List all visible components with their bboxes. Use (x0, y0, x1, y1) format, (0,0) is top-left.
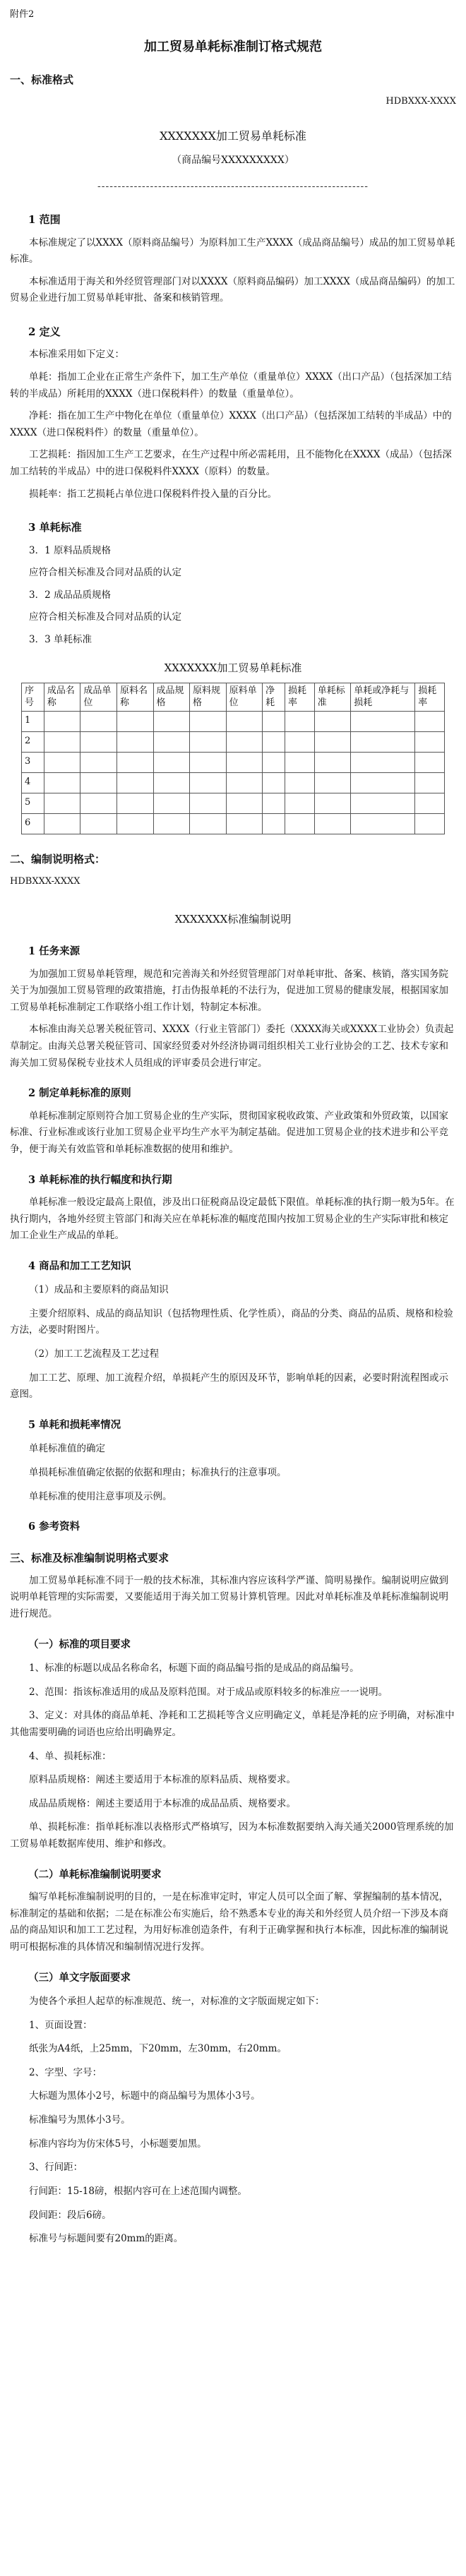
row-number: 2 (22, 731, 44, 752)
table-header-cell: 成品名称 (44, 683, 80, 711)
explanation-paragraph: 本标准由海关总署关税征管司、XXXX（行业主管部门）委托（XXXX海关或XXXX工业协会）负责起草制定。由海关总署关税征管司、国家经贸委对外经济协调司组织相关工业行业协会的工艺、技术专家和海关加工贸易保税专业技术人员组成的评审委员会进行审定。 (10, 1024, 454, 1069)
definitions-heading: 2 定义 (28, 325, 61, 338)
explanation-title: XXXXXXX标准编制说明 (174, 912, 292, 925)
principles-heading: 2 制定单耗标准的原则 (28, 1087, 131, 1100)
table-header-cell: 原料规格 (190, 683, 227, 711)
requirement-item: 原料品质规格：阐述主要适用于本标准的原料品质、规格要求。 (29, 1774, 296, 1786)
table-header-cell: 损耗率 (285, 683, 315, 711)
references-heading: 6 参考资料 (28, 1521, 80, 1533)
subheading: 3．3 单耗标准 (29, 634, 92, 645)
section3-heading: 三、标准及标准编制说明格式要求 (10, 1551, 169, 1564)
attachment-label: 附件2 (10, 9, 35, 20)
table-row (22, 772, 445, 793)
scope-heading: 1 范围 (28, 213, 61, 227)
definition-paragraph: 损耗率：指工艺损耗占单位进口保税料件投入量的百分比。 (29, 488, 277, 500)
requirement-item: 4、单、损耗标准： (29, 1750, 112, 1762)
row-number: 5 (22, 793, 44, 813)
definition-paragraph: 净耗：指在加工生产中物化在单位（重量单位）XXXX（出口产品）（包括深加工结转的半成品）中的XXXX（进口保税料件）的数量（重量单位）。 (10, 410, 452, 438)
definition-paragraph: 工艺损耗：指因加工生产工艺要求，在生产过程中所必需耗用，且不能物化在XXXX（成品）（包括深加工结转的半成品）中的进口保税料件XXXX（原料）的数量。 (10, 449, 452, 477)
item-requirements-heading: （一）标准的项目要求 (28, 1638, 131, 1651)
table-header-cell: 单耗标准 (314, 683, 351, 711)
table-row (22, 711, 445, 731)
standard-subtitle: （商品编号XXXXXXXXX） (172, 155, 294, 167)
requirement-item: 2、范围：指该标准适用的成品及原料范围。对于成品或原料较多的标准应一一说明。 (29, 1686, 388, 1698)
explanation-paragraph: 单耗标准值的确定 (29, 1443, 105, 1455)
layout-item: 行间距：15-18磅，根据内容可在上述范围内调整。 (29, 2185, 247, 2197)
row-number: 1 (22, 711, 44, 731)
explanation-paragraph: 加工工艺、原理、加工流程介绍，单损耗产生的原因及环节，影响单耗的因素，必要时附流程图或示意图。 (10, 1372, 448, 1401)
table-header-cell: 序号 (22, 683, 44, 711)
table-header-cell: 单耗或净耗与损耗 (351, 683, 415, 711)
requirement-paragraph: 应符合相关标准及合同对品质的认定 (29, 611, 181, 623)
table-header-cell: 净耗 (263, 683, 285, 711)
layout-item: 2、字型、字号： (29, 2066, 102, 2078)
page-title: 加工贸易单耗标准制订格式规范 (144, 39, 322, 54)
standard-code: HDBXXX-XXXX (386, 95, 456, 107)
product-knowledge-heading: 4 商品和加工工艺知识 (28, 1259, 131, 1272)
row-number: 6 (22, 813, 44, 834)
definitions-intro: 本标准采用如下定义： (29, 349, 124, 361)
explanation-requirements-heading: （二）单耗标准编制说明要求 (28, 1868, 162, 1881)
requirements-paragraph: 加工贸易单耗标准不同于一般的技术标准，其标准内容应该科学严谨、简明易操作。编制说明应做到说明单耗管理的实际需要，又要能适用于海关加工贸易计算机管理。因此对单耗标准及单耗标准编制说明进行规范。 (10, 1574, 448, 1620)
table-row (22, 793, 445, 813)
explanation-code: HDBXXX-XXXX (10, 876, 80, 887)
standard-title: XXXXXXX加工贸易单耗标准 (160, 129, 306, 143)
table-row (22, 731, 445, 752)
row-number: 3 (22, 752, 44, 772)
layout-intro: 为使各个承担人起草的标准规范、统一，对标准的文字版面规定如下： (29, 1995, 325, 2007)
table-row (22, 813, 445, 834)
explanation-paragraph: 单耗标准制定原则符合加工贸易企业的生产实际，贯彻国家税收政策、产业政策和外贸政策，以国家标准、行业标准或该行业加工贸易企业平均生产水平为制定基础。促进加工贸易企业的技术进步和公平竞争，便于海关有效监管和单耗标准数据的使用和维护。 (10, 1110, 448, 1155)
consumption-standard-heading: 3 单耗标准 (28, 521, 82, 534)
section2-heading: 二、编制说明格式： (10, 852, 106, 865)
requirement-paragraph: 编写单耗标准编制说明的目的，一是在标准审定时，审定人员可以全面了解、掌握编制的基本情况，标准制定的基础和依据；二是在标准公布实施后，给不熟悉本专业的海关和外经贸人员介绍一下涉及本商品的商品知识和加工工艺过程，为用好标准创造条件，有利于正确掌握和执行本标准，因此标准的编制说明可根据标准的具体情况和编制情况进行发挥。 (10, 1891, 448, 1953)
layout-item: 1、页面设置： (29, 2019, 92, 2031)
definition-paragraph: 单耗：指加工企业在正常生产条件下，加工生产单位（重量单位）XXXX（出口产品）（包括深加工结转的半成品）所耗用的XXXX（进口保税料件）的数量（重量单位）。 (10, 371, 452, 400)
layout-item: 大标题为黑体小2号，标题中的商品编号为黑体小3号。 (29, 2090, 261, 2102)
table-header-cell: 损耗率 (415, 683, 445, 711)
explanation-paragraph: 单耗标准一般设定最高上限值，涉及出口征税商品设定最低下限值。单耗标准的执行期一般为5年。在执行期内，各地外经贸主管部门和海关应在单耗标准的幅度范围内按加工贸易企业的生产实际审批和核定加工企业生产成品的单耗。 (10, 1196, 455, 1242)
execution-range-heading: 3 单耗标准的执行幅度和执行期 (28, 1173, 172, 1186)
requirement-item: 3、定义：对具体的商品单耗、净耗和工艺损耗等含义应明确定义，单耗是净耗的应予明确，对标准中其他需要明确的词语也应给出明确界定。 (10, 1710, 455, 1738)
explanation-paragraph: 单损耗标准值确定依据的依据和理由；标准执行的注意事项。 (29, 1466, 287, 1478)
layout-item: 3、行间距： (29, 2162, 83, 2174)
table-title: XXXXXXX加工贸易单耗标准 (164, 661, 302, 674)
requirement-item: 单、损耗标准：指单耗标准以表格形式严格填写，因为本标准数据要纳入海关通关2000管理系统的加工贸易单耗数据库使用、维护和修改。 (10, 1821, 454, 1850)
layout-item: 标准内容均为仿宋体5号，小标题要加黑。 (29, 2138, 207, 2150)
layout-item: 标准编号为黑体小3号。 (29, 2114, 131, 2126)
scope-paragraph: 本标准规定了以XXXX（原料商品编号）为原料加工生产XXXX（成品商品编号）成品的加工贸易单耗标准。 (10, 236, 455, 265)
dashed-divider: ------------------------------------------------------------------- (97, 180, 369, 192)
table-header-cell: 成品规格 (153, 683, 190, 711)
subheading: （1）成品和主要原料的商品知识 (29, 1284, 169, 1296)
explanation-paragraph: 主要介绍原料、成品的商品知识（包括物理性质、化学性质），商品的分类、商品的品质、规格和检验方法，必要时附图片。 (10, 1307, 453, 1336)
explanation-paragraph: 为加强加工贸易单耗管理，规范和完善海关和外经贸管理部门对单耗审批、备案、核销，落实国务院关于为加强加工贸易管理的政策措施，打击伪报单耗的不法行为，促进加工贸易的健康发展，根据国家加工贸易单耗标准制定工作联络小组工作计划，特制定本标准。 (10, 968, 448, 1013)
layout-item: 段间距：段后6磅。 (29, 2209, 112, 2221)
table-header-cell: 原料名称 (116, 683, 153, 711)
layout-item: 标准号与标题间要有20mm的距离。 (29, 2233, 184, 2245)
subheading: 3．1 原料品质规格 (29, 544, 111, 556)
subheading: （2）加工工艺流程及工艺过程 (29, 1348, 160, 1360)
table-header-cell: 成品单位 (80, 683, 117, 711)
requirement-paragraph: 应符合相关标准及合同对品质的认定 (29, 567, 181, 579)
table-header-cell: 原料单位 (226, 683, 263, 711)
section1-heading: 一、标准格式 (10, 73, 74, 87)
consumption-loss-heading: 5 单耗和损耗率情况 (28, 1418, 121, 1431)
explanation-paragraph: 单耗标准的使用注意事项及示例。 (29, 1490, 172, 1502)
requirement-item: 1、标准的标题以成品名称命名，标题下面的商品编号指的是成品的商品编号。 (29, 1663, 359, 1675)
requirement-item: 成品品质规格：阐述主要适用于本标准的成品品质、规格要求。 (29, 1797, 296, 1809)
scope-paragraph: 本标准适用于海关和外经贸管理部门对以XXXX（原料商品编码）加工XXXX（成品商品编码）的加工贸易企业进行加工贸易单耗审批、备案和核销管理。 (10, 275, 455, 304)
table-row (22, 752, 445, 772)
consumption-table (21, 683, 445, 834)
row-number: 4 (22, 772, 44, 793)
layout-requirements-heading: （三）单文字版面要求 (28, 1971, 131, 1984)
table-header-row (22, 683, 445, 711)
task-source-heading: 1 任务来源 (28, 945, 80, 958)
layout-item: 纸张为A4纸，上25mm，下20mm，左30mm，右20mm。 (29, 2043, 287, 2055)
subheading: 3．2 成品品质规格 (29, 589, 111, 601)
